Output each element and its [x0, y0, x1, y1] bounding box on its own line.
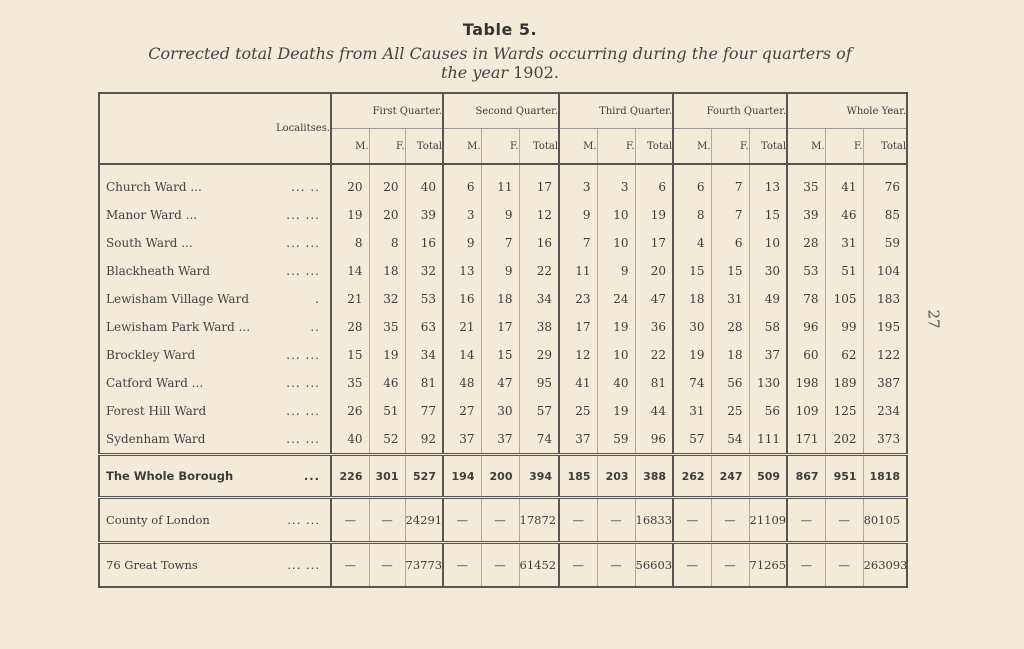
value-cell: 37 [559, 425, 597, 455]
value-cell: 8 [673, 201, 711, 229]
value-cell: 189 [825, 369, 863, 397]
table-row [99, 397, 907, 425]
value-cell: 3 [559, 164, 597, 201]
value-cell: 35 [369, 313, 405, 341]
table-row [99, 341, 907, 369]
value-cell: 185 [559, 455, 597, 498]
locality-name: Lewisham Village Ward [106, 292, 249, 306]
value-cell: 35 [331, 369, 369, 397]
value-cell: 96 [787, 313, 825, 341]
group-header: Third Quarter. [559, 93, 673, 129]
value-cell: 56603 [635, 543, 673, 588]
table-row [99, 425, 907, 455]
value-cell: 17 [481, 313, 519, 341]
value-cell: 48 [443, 369, 481, 397]
table-row [99, 369, 907, 397]
locality-cell [99, 498, 331, 543]
value-cell: 29 [519, 341, 559, 369]
value-cell: 31 [673, 397, 711, 425]
value-cell: 60 [787, 341, 825, 369]
value-cell: 12 [519, 201, 559, 229]
value-cell: — [331, 543, 369, 588]
value-cell: 247 [711, 455, 749, 498]
value-cell: 202 [825, 425, 863, 455]
value-cell: — [825, 498, 863, 543]
value-cell: 41 [559, 369, 597, 397]
value-cell: 122 [863, 341, 907, 369]
value-cell: 19 [597, 397, 635, 425]
value-cell: 6 [635, 164, 673, 201]
value-cell: 105 [825, 285, 863, 313]
leader-dots: ... ... [286, 348, 320, 362]
value-cell: — [711, 498, 749, 543]
value-cell: — [369, 498, 405, 543]
sub-header-cell: M. [331, 129, 369, 165]
value-cell: 63 [405, 313, 443, 341]
value-cell: 38 [519, 313, 559, 341]
value-cell: — [481, 498, 519, 543]
value-cell: 16 [443, 285, 481, 313]
value-cell: 9 [443, 229, 481, 257]
value-cell: 32 [405, 257, 443, 285]
value-cell: 20 [635, 257, 673, 285]
caption-year: 1902. [513, 63, 559, 82]
value-cell: 9 [481, 257, 519, 285]
value-cell: 26 [331, 397, 369, 425]
leader-dots: ... [303, 469, 320, 483]
locality-cell [99, 341, 331, 369]
group-header-row [99, 93, 907, 129]
table-row [99, 543, 907, 588]
value-cell: 6 [711, 229, 749, 257]
value-cell: 3 [443, 201, 481, 229]
value-cell: 183 [863, 285, 907, 313]
value-cell: 37 [443, 425, 481, 455]
value-cell: 15 [481, 341, 519, 369]
sub-header-cell: Total [863, 129, 907, 165]
value-cell: 19 [331, 201, 369, 229]
value-cell: 57 [519, 397, 559, 425]
group-header: Second Quarter. [443, 93, 559, 129]
value-cell: 25 [559, 397, 597, 425]
locality-cell [99, 229, 331, 257]
value-cell: — [711, 543, 749, 588]
value-cell: 53 [405, 285, 443, 313]
sub-header-cell: F. [481, 129, 519, 165]
value-cell: 85 [863, 201, 907, 229]
leader-dots: ... ... [286, 376, 320, 390]
value-cell: 40 [597, 369, 635, 397]
value-cell: 22 [519, 257, 559, 285]
value-cell: 21 [331, 285, 369, 313]
value-cell: 56 [711, 369, 749, 397]
value-cell: 39 [787, 201, 825, 229]
group-header: First Quarter. [331, 93, 443, 129]
leader-dots: ... ... [286, 208, 320, 222]
caption-line-2 [120, 63, 880, 82]
value-cell: 13 [443, 257, 481, 285]
table-row [99, 313, 907, 341]
value-cell: 7 [481, 229, 519, 257]
sub-header-cell: F. [825, 129, 863, 165]
value-cell: 61452 [519, 543, 559, 588]
locality-name: 76 Great Towns [106, 558, 198, 572]
leader-dots: ... ... [287, 558, 320, 572]
value-cell: 7 [559, 229, 597, 257]
value-cell: 59 [597, 425, 635, 455]
group-header: Fourth Quarter. [673, 93, 787, 129]
value-cell: 867 [787, 455, 825, 498]
locality-cell [99, 257, 331, 285]
value-cell: 25 [711, 397, 749, 425]
value-cell: 59 [863, 229, 907, 257]
value-cell: 301 [369, 455, 405, 498]
leader-dots: .. [310, 320, 320, 334]
value-cell: 46 [825, 201, 863, 229]
value-cell: 527 [405, 455, 443, 498]
value-cell: 27 [443, 397, 481, 425]
locality-name: Brockley Ward [106, 348, 196, 362]
value-cell: 53 [787, 257, 825, 285]
table-row [99, 229, 907, 257]
value-cell: 30 [673, 313, 711, 341]
group-header: Whole Year. [787, 93, 907, 129]
value-cell: 13 [749, 164, 787, 201]
value-cell: 51 [825, 257, 863, 285]
value-cell: — [369, 543, 405, 588]
table-row [99, 257, 907, 285]
table-row [99, 285, 907, 313]
locality-name: Blackheath Ward [106, 264, 211, 278]
value-cell: 28 [787, 229, 825, 257]
leader-dots: ... ... [286, 432, 320, 446]
value-cell: 10 [597, 201, 635, 229]
value-cell: 18 [711, 341, 749, 369]
value-cell: 3 [597, 164, 635, 201]
leader-dots: ... ... [286, 404, 320, 418]
value-cell: 19 [369, 341, 405, 369]
value-cell: 509 [749, 455, 787, 498]
value-cell: 234 [863, 397, 907, 425]
value-cell: 198 [787, 369, 825, 397]
value-cell: 80105 [863, 498, 907, 543]
sub-header-cell: Total [519, 129, 559, 165]
value-cell: 11 [559, 257, 597, 285]
value-cell: — [559, 498, 597, 543]
table-body [99, 164, 907, 587]
leader-dots: . [315, 292, 320, 306]
leader-dots: ... .. [291, 180, 320, 194]
value-cell: 24 [597, 285, 635, 313]
localities-header: Localitses. [99, 93, 331, 164]
value-cell: 17 [559, 313, 597, 341]
table-row [99, 455, 907, 498]
value-cell: 171 [787, 425, 825, 455]
value-cell: 16 [519, 229, 559, 257]
value-cell: 373 [863, 425, 907, 455]
sub-header-cell: F. [597, 129, 635, 165]
value-cell: 387 [863, 369, 907, 397]
value-cell: 57 [673, 425, 711, 455]
value-cell: 40 [331, 425, 369, 455]
locality-cell [99, 313, 331, 341]
sub-header-cell: M. [787, 129, 825, 165]
value-cell: 18 [369, 257, 405, 285]
value-cell: 47 [481, 369, 519, 397]
locality-name: Forest Hill Ward [106, 404, 207, 418]
value-cell: 194 [443, 455, 481, 498]
value-cell: 23 [559, 285, 597, 313]
value-cell: 14 [331, 257, 369, 285]
value-cell: 6 [673, 164, 711, 201]
value-cell: 17 [635, 229, 673, 257]
value-cell: 41 [825, 164, 863, 201]
value-cell: — [443, 543, 481, 588]
value-cell: 74 [673, 369, 711, 397]
locality-cell [99, 425, 331, 455]
value-cell: 47 [635, 285, 673, 313]
value-cell: 19 [597, 313, 635, 341]
value-cell: 18 [673, 285, 711, 313]
locality-cell [99, 397, 331, 425]
value-cell: 10 [749, 229, 787, 257]
value-cell: 78 [787, 285, 825, 313]
locality-cell [99, 201, 331, 229]
value-cell: 9 [559, 201, 597, 229]
value-cell: 92 [405, 425, 443, 455]
value-cell: 96 [635, 425, 673, 455]
value-cell: 16 [405, 229, 443, 257]
value-cell: — [787, 498, 825, 543]
value-cell: 9 [481, 201, 519, 229]
value-cell: 51 [369, 397, 405, 425]
value-cell: 77 [405, 397, 443, 425]
value-cell: 95 [519, 369, 559, 397]
value-cell: 195 [863, 313, 907, 341]
locality-name: South Ward ... [106, 236, 193, 250]
value-cell: 34 [519, 285, 559, 313]
value-cell: 34 [405, 341, 443, 369]
value-cell: — [331, 498, 369, 543]
value-cell: 56 [749, 397, 787, 425]
value-cell: 15 [673, 257, 711, 285]
sub-header-cell: M. [673, 129, 711, 165]
value-cell: — [673, 543, 711, 588]
value-cell: 12 [559, 341, 597, 369]
value-cell: 263093 [863, 543, 907, 588]
value-cell: 125 [825, 397, 863, 425]
locality-cell [99, 543, 331, 588]
value-cell: 7 [711, 201, 749, 229]
value-cell: 20 [331, 164, 369, 201]
value-cell: 226 [331, 455, 369, 498]
locality-name: Sydenham Ward [106, 432, 206, 446]
sub-header-cell: Total [405, 129, 443, 165]
sub-header-cell: Total [749, 129, 787, 165]
value-cell: 18 [481, 285, 519, 313]
value-cell: 17872 [519, 498, 559, 543]
locality-name: Manor Ward ... [106, 208, 198, 222]
value-cell: 35 [787, 164, 825, 201]
leader-dots: ... ... [286, 236, 320, 250]
value-cell: 262 [673, 455, 711, 498]
leader-dots: ... ... [286, 264, 320, 278]
value-cell: 19 [673, 341, 711, 369]
locality-name: The Whole Borough [106, 469, 234, 483]
value-cell: 15 [331, 341, 369, 369]
value-cell: 20 [369, 164, 405, 201]
locality-cell [99, 285, 331, 313]
value-cell: 4 [673, 229, 711, 257]
deaths-table [98, 92, 908, 588]
value-cell: 28 [711, 313, 749, 341]
value-cell: 58 [749, 313, 787, 341]
sub-header-cell: M. [443, 129, 481, 165]
value-cell: 6 [443, 164, 481, 201]
value-cell: 109 [787, 397, 825, 425]
value-cell: 15 [711, 257, 749, 285]
value-cell: 14 [443, 341, 481, 369]
sub-header-cell: F. [369, 129, 405, 165]
caption-line-1: Corrected total Deaths from All Causes in Wards occurring during the four quarters of [148, 44, 852, 63]
sub-header-cell: F. [711, 129, 749, 165]
locality-name: Lewisham Park Ward ... [106, 320, 251, 334]
value-cell: 46 [369, 369, 405, 397]
value-cell: 28 [331, 313, 369, 341]
value-cell: 99 [825, 313, 863, 341]
locality-name: County of London [106, 513, 210, 527]
value-cell: 20 [369, 201, 405, 229]
value-cell: 200 [481, 455, 519, 498]
value-cell: 22 [635, 341, 673, 369]
value-cell: 19 [635, 201, 673, 229]
value-cell: 1818 [863, 455, 907, 498]
value-cell: 30 [749, 257, 787, 285]
value-cell: 31 [711, 285, 749, 313]
value-cell: 11 [481, 164, 519, 201]
table-title: Table 5. [462, 20, 538, 39]
value-cell: 7 [711, 164, 749, 201]
locality-cell [99, 164, 331, 201]
value-cell: 111 [749, 425, 787, 455]
value-cell: 30 [481, 397, 519, 425]
leader-dots: ... ... [287, 513, 320, 527]
table-row [99, 164, 907, 201]
value-cell: 8 [369, 229, 405, 257]
sub-header-cell: Total [635, 129, 673, 165]
value-cell: 10 [597, 341, 635, 369]
locality-name: Catford Ward ... [106, 376, 204, 390]
value-cell: — [787, 543, 825, 588]
value-cell: 10 [597, 229, 635, 257]
value-cell: 951 [825, 455, 863, 498]
value-cell: 36 [635, 313, 673, 341]
value-cell: 130 [749, 369, 787, 397]
value-cell: 81 [635, 369, 673, 397]
value-cell: 49 [749, 285, 787, 313]
value-cell: — [597, 498, 635, 543]
table-row [99, 498, 907, 543]
caption-line-2-text: the year [441, 63, 509, 82]
value-cell: — [559, 543, 597, 588]
table-row [99, 201, 907, 229]
value-cell: — [597, 543, 635, 588]
value-cell: 32 [369, 285, 405, 313]
value-cell: 21109 [749, 498, 787, 543]
value-cell: 16833 [635, 498, 673, 543]
value-cell: — [673, 498, 711, 543]
value-cell: 76 [863, 164, 907, 201]
value-cell: 54 [711, 425, 749, 455]
value-cell: 24291 [405, 498, 443, 543]
value-cell: 8 [331, 229, 369, 257]
value-cell: 40 [405, 164, 443, 201]
locality-cell [99, 455, 331, 498]
value-cell: 73773 [405, 543, 443, 588]
value-cell: 394 [519, 455, 559, 498]
value-cell: 37 [481, 425, 519, 455]
value-cell: 74 [519, 425, 559, 455]
value-cell: 71265 [749, 543, 787, 588]
value-cell: — [481, 543, 519, 588]
value-cell: 39 [405, 201, 443, 229]
value-cell: 44 [635, 397, 673, 425]
value-cell: 62 [825, 341, 863, 369]
value-cell: 37 [749, 341, 787, 369]
value-cell: 104 [863, 257, 907, 285]
value-cell: 9 [597, 257, 635, 285]
sub-header-cell: M. [559, 129, 597, 165]
value-cell: — [825, 543, 863, 588]
value-cell: 81 [405, 369, 443, 397]
locality-name: Church Ward ... [106, 180, 202, 194]
value-cell: 15 [749, 201, 787, 229]
value-cell: 388 [635, 455, 673, 498]
page-number: 27 [924, 309, 943, 329]
value-cell: 17 [519, 164, 559, 201]
value-cell: 21 [443, 313, 481, 341]
value-cell: — [443, 498, 481, 543]
locality-cell [99, 369, 331, 397]
value-cell: 52 [369, 425, 405, 455]
table-caption [120, 44, 880, 82]
value-cell: 203 [597, 455, 635, 498]
value-cell: 31 [825, 229, 863, 257]
